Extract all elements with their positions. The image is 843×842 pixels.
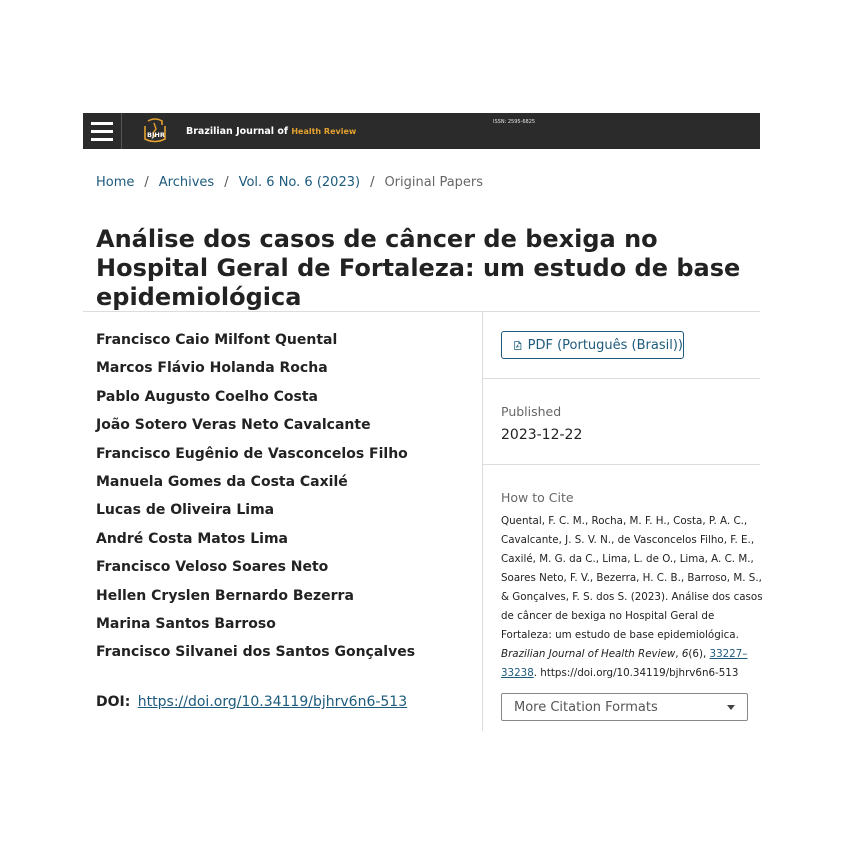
header-divider — [121, 113, 122, 149]
author-name: André Costa Matos Lima — [96, 530, 288, 547]
citation-issue: (6), — [688, 648, 710, 660]
issn-label: ISSN: 2595-6825 — [493, 119, 536, 125]
breadcrumb-separator: / — [144, 175, 149, 190]
chevron-down-icon — [727, 705, 735, 710]
doi-label: DOI: — [96, 694, 131, 710]
pdf-file-icon — [514, 339, 522, 352]
logo-emblem-icon — [140, 117, 170, 145]
citation-pages-link[interactable]: 33238 — [501, 667, 534, 679]
breadcrumb — [96, 175, 483, 190]
citation-line: Brazilian Journal of Health Review, 6(6), 33227– — [501, 648, 748, 660]
column-divider — [482, 311, 483, 731]
breadcrumb-separator: / — [370, 175, 375, 190]
citation-line: Fortaleza: um estudo de base epidemiológica. — [501, 629, 739, 641]
author-name: Francisco Veloso Soares Neto — [96, 559, 329, 576]
breadcrumb-archives[interactable]: Archives — [158, 175, 215, 190]
citation-volume: 6 — [681, 648, 689, 660]
site-header — [83, 113, 760, 149]
author-name: Marcos Flávio Holanda Rocha — [96, 360, 328, 377]
citation-line: Soares Neto, F. V., Bezerra, H. C. B., Barroso, M. S., — [501, 572, 762, 584]
citation-line — [501, 664, 751, 683]
published-date: 2023-12-22 — [501, 427, 583, 443]
journal-logo[interactable] — [140, 117, 170, 145]
author-name: Francisco Eugênio de Vasconcelos Filho — [96, 445, 408, 462]
pdf-download-button[interactable] — [501, 331, 684, 359]
author-name: Manuela Gomes da Costa Caxilé — [96, 473, 348, 490]
pdf-label: PDF (Português (Brasil)) — [527, 337, 683, 353]
divider — [483, 378, 760, 379]
author-name: Francisco Silvanei dos Santos Gonçalves — [96, 644, 416, 661]
doi-link[interactable]: https://doi.org/10.34119/bjhrv6n6-513 — [137, 694, 408, 710]
author-name: Francisco Caio Milfont Quental — [96, 332, 338, 348]
brand-accent: Health Review — [291, 126, 357, 136]
divider — [83, 311, 760, 312]
svg-text:BJHR: BJHR — [147, 131, 165, 139]
more-citation-formats-label: More Citation Formats — [514, 699, 658, 715]
citation-line: Cavalcante, J. S. V. N., de Vasconcelos Filho, F. E., — [501, 534, 755, 546]
how-to-cite-label: How to Cite — [501, 490, 574, 505]
published-label: Published — [501, 404, 562, 419]
more-citation-formats-dropdown[interactable] — [501, 693, 748, 721]
journal-name[interactable] — [186, 126, 356, 137]
author-name: João Sotero Veras Neto Cavalcante — [96, 417, 371, 434]
author-name: Marina Santos Barroso — [96, 615, 276, 632]
menu-icon[interactable] — [85, 113, 119, 149]
citation-doi: . https://doi.org/10.34119/bjhrv6n6-513 — [533, 667, 739, 679]
author-name: Pablo Augusto Coelho Costa — [96, 388, 318, 405]
doi — [96, 694, 407, 710]
citation-text — [501, 512, 763, 683]
divider — [483, 464, 760, 465]
citation-pages-link[interactable]: 33227– — [709, 648, 748, 660]
author-name: Lucas de Oliveira Lima — [96, 502, 275, 519]
breadcrumb-issue[interactable]: Vol. 6 No. 6 (2023) — [238, 175, 361, 190]
citation-line: Quental, F. C. M., Rocha, M. F. H., Costa, P. A. C., — [501, 515, 748, 527]
breadcrumb-section: Original Papers — [384, 175, 484, 190]
breadcrumb-separator: / — [224, 175, 229, 190]
author-list — [96, 330, 476, 671]
citation-line: Caxilé, M. G. da C., Lima, L. de O., Lima, A. C. M., — [501, 553, 754, 565]
article-title: Análise dos casos de câncer de bexiga no Hospital Geral de Fortaleza: um estudo de base epidemiológica — [96, 225, 741, 311]
citation-line: de câncer de bexiga no Hospital Geral de — [501, 610, 715, 622]
breadcrumb-home[interactable]: Home — [96, 175, 135, 190]
citation-journal: Brazilian Journal of Health Review — [501, 648, 676, 660]
author-name: Hellen Cryslen Bernardo Bezerra — [96, 587, 354, 604]
citation-line: & Gonçalves, F. S. dos S. (2023). Análise dos casos — [501, 591, 763, 603]
brand-prefix: Brazilian Journal of — [186, 125, 289, 137]
